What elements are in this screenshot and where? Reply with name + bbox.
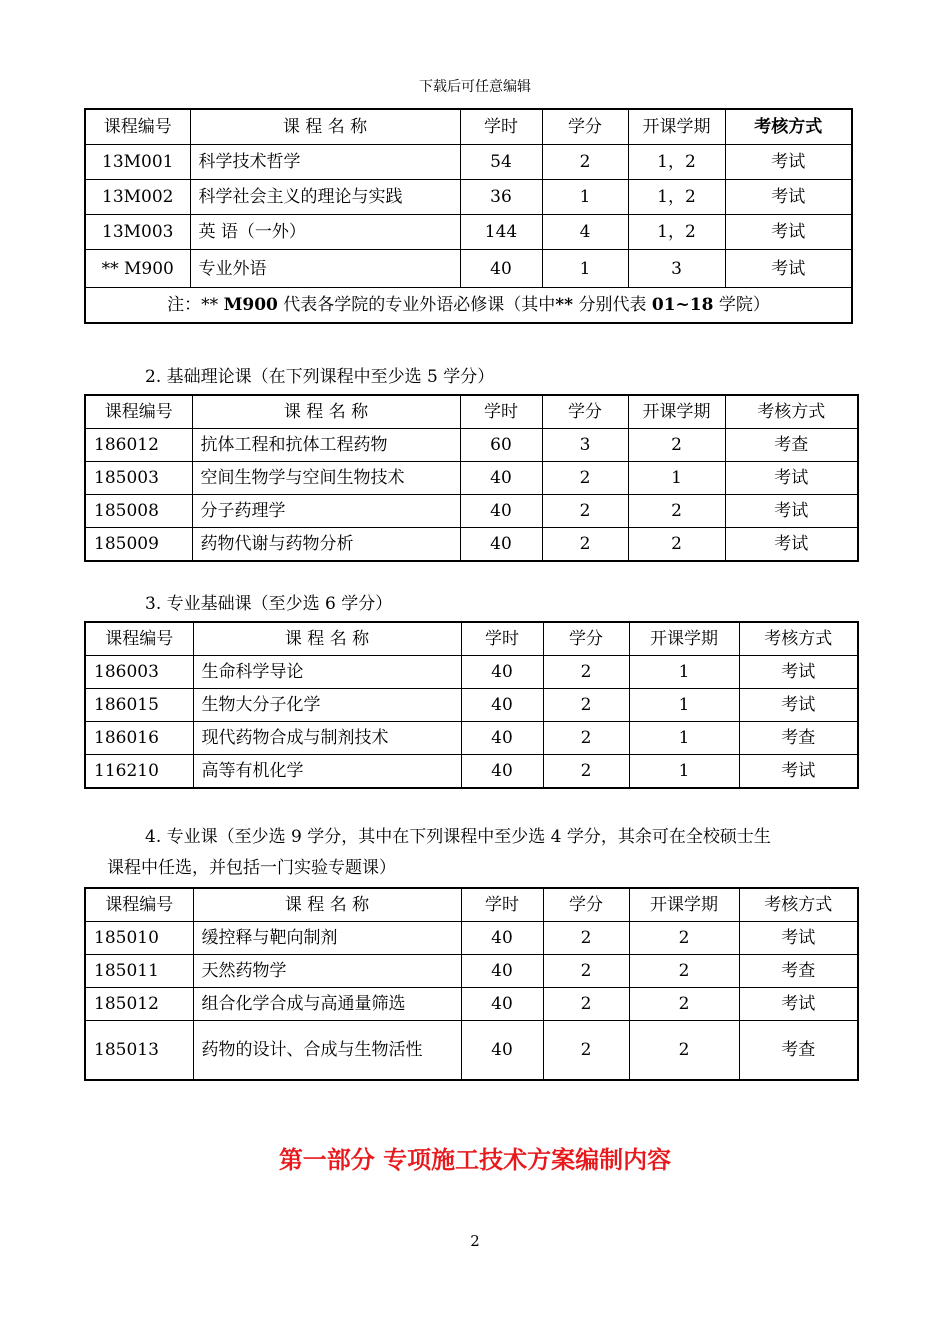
course-term: 1，2 <box>628 215 725 250</box>
header-name: 课 程 名 称 <box>193 888 461 922</box>
course-credits: 3 <box>542 429 628 462</box>
course-name: 抗体工程和抗体工程药物 <box>192 429 460 462</box>
header-credits: 学分 <box>542 109 628 145</box>
header-credits: 学分 <box>543 888 629 922</box>
course-hours: 60 <box>460 429 542 462</box>
header-name: 课 程 名 称 <box>192 395 460 429</box>
table-row <box>85 988 858 1021</box>
course-term: 2 <box>629 1021 739 1081</box>
course-name: 生物大分子化学 <box>193 689 461 722</box>
table-row <box>85 250 852 288</box>
table-row <box>85 722 858 755</box>
course-assessment: 考试 <box>725 180 852 215</box>
course-hours: 40 <box>460 250 542 288</box>
table-row <box>85 462 858 495</box>
course-term: 2 <box>629 955 739 988</box>
table-row <box>85 955 858 988</box>
course-term: 1，2 <box>628 145 725 180</box>
table-row <box>85 689 858 722</box>
course-credits: 1 <box>542 180 628 215</box>
course-hours: 54 <box>460 145 542 180</box>
course-name: 药物代谢与药物分析 <box>192 528 460 562</box>
course-credits: 2 <box>543 1021 629 1081</box>
course-code: 186016 <box>85 722 193 755</box>
table-row <box>85 656 858 689</box>
table-header-row <box>85 622 858 656</box>
professional-foundation-table <box>84 621 859 789</box>
table-row <box>85 215 852 250</box>
course-hours: 40 <box>461 722 543 755</box>
course-hours: 144 <box>460 215 542 250</box>
course-assessment: 考试 <box>725 215 852 250</box>
table-row <box>85 755 858 789</box>
header-hours: 学时 <box>461 622 543 656</box>
course-term: 2 <box>629 922 739 955</box>
course-assessment: 考查 <box>739 1021 858 1081</box>
table-row <box>85 429 858 462</box>
header-assessment: 考核方式 <box>739 888 858 922</box>
course-code: 13M002 <box>85 180 190 215</box>
course-hours: 40 <box>461 922 543 955</box>
course-term: 1，2 <box>628 180 725 215</box>
course-hours: 40 <box>460 495 542 528</box>
course-code: 185011 <box>85 955 193 988</box>
section-3-heading: 3. 专业基础课（至少选 6 学分） <box>145 594 393 614</box>
page-header: 下载后可任意编辑 <box>419 79 531 95</box>
course-assessment: 考试 <box>725 462 858 495</box>
course-assessment: 考查 <box>725 429 858 462</box>
course-term: 2 <box>628 528 725 562</box>
header-name: 课 程 名 称 <box>190 109 460 145</box>
course-code: 186015 <box>85 689 193 722</box>
course-hours: 40 <box>461 689 543 722</box>
course-assessment: 考试 <box>725 145 852 180</box>
header-code: 课程编号 <box>85 622 193 656</box>
course-credits: 2 <box>543 755 629 789</box>
section-4-heading-cont: 课程中任选，并包括一门实验专题课） <box>107 858 396 878</box>
course-name: 组合化学合成与高通量筛选 <box>193 988 461 1021</box>
course-hours: 40 <box>461 755 543 789</box>
course-hours: 40 <box>460 462 542 495</box>
course-term: 1 <box>629 722 739 755</box>
course-hours: 36 <box>460 180 542 215</box>
header-term: 开课学期 <box>629 622 739 656</box>
table-header-row <box>85 888 858 922</box>
table-row <box>85 528 858 562</box>
course-credits: 2 <box>542 495 628 528</box>
note-code: M900 <box>223 295 278 315</box>
course-credits: 2 <box>542 145 628 180</box>
course-code: 13M001 <box>85 145 190 180</box>
course-code: 185008 <box>85 495 192 528</box>
course-assessment: 考查 <box>739 955 858 988</box>
course-name: 天然药物学 <box>193 955 461 988</box>
course-credits: 2 <box>542 462 628 495</box>
course-credits: 2 <box>543 722 629 755</box>
page-number: 2 <box>470 1232 480 1250</box>
course-credits: 2 <box>543 689 629 722</box>
header-name: 课 程 名 称 <box>193 622 461 656</box>
course-hours: 40 <box>461 955 543 988</box>
course-assessment: 考试 <box>725 528 858 562</box>
course-term: 3 <box>628 250 725 288</box>
course-credits: 1 <box>542 250 628 288</box>
course-term: 2 <box>628 495 725 528</box>
table-header-row <box>85 109 852 145</box>
header-assessment: 考核方式 <box>739 622 858 656</box>
course-assessment: 考查 <box>739 722 858 755</box>
course-name: 专业外语 <box>190 250 460 288</box>
course-term: 1 <box>629 755 739 789</box>
header-term: 开课学期 <box>629 888 739 922</box>
course-assessment: 考试 <box>725 495 858 528</box>
header-hours: 学时 <box>460 109 542 145</box>
course-term: 1 <box>629 656 739 689</box>
note-prefix: 注：** <box>167 295 224 315</box>
table-header-row <box>85 395 858 429</box>
note-range: 01~18 <box>651 295 714 315</box>
section-4-heading: 4. 专业课（至少选 9 学分，其中在下列课程中至少选 4 学分，其余可在全校硕士生 <box>145 827 771 847</box>
table-row <box>85 922 858 955</box>
course-hours: 40 <box>461 988 543 1021</box>
header-code: 课程编号 <box>85 888 193 922</box>
course-assessment: 考试 <box>725 250 852 288</box>
course-code: 185012 <box>85 988 193 1021</box>
part-title: 第一部分 专项施工技术方案编制内容 <box>278 1145 672 1174</box>
course-code: 185009 <box>85 528 192 562</box>
course-code: 185013 <box>85 1021 193 1081</box>
table-row <box>85 180 852 215</box>
course-code: 186012 <box>85 429 192 462</box>
professional-courses-table <box>84 887 859 1081</box>
course-code: 13M003 <box>85 215 190 250</box>
header-code: 课程编号 <box>85 395 192 429</box>
note-suffix: 学院） <box>713 295 770 315</box>
course-name: 药物的设计、合成与生物活性 <box>193 1021 461 1081</box>
header-term: 开课学期 <box>628 109 725 145</box>
course-credits: 2 <box>543 922 629 955</box>
table-note <box>85 288 852 324</box>
course-credits: 2 <box>543 656 629 689</box>
header-assessment: 考核方式 <box>725 395 858 429</box>
course-assessment: 考试 <box>739 689 858 722</box>
header-hours: 学时 <box>460 395 542 429</box>
course-code: 116210 <box>85 755 193 789</box>
course-name: 分子药理学 <box>192 495 460 528</box>
header-credits: 学分 <box>542 395 628 429</box>
course-name: 生命科学导论 <box>193 656 461 689</box>
course-name: 科学技术哲学 <box>190 145 460 180</box>
course-term: 1 <box>628 462 725 495</box>
note-stars: ** <box>555 295 574 315</box>
note-text-2: 分别代表 <box>573 295 652 315</box>
course-code: 186003 <box>85 656 193 689</box>
course-assessment: 考试 <box>739 656 858 689</box>
course-term: 1 <box>629 689 739 722</box>
note-row <box>85 288 852 324</box>
course-code: 185003 <box>85 462 192 495</box>
course-assessment: 考试 <box>739 988 858 1021</box>
header-hours: 学时 <box>461 888 543 922</box>
course-hours: 40 <box>460 528 542 562</box>
section-2-heading: 2. 基础理论课（在下列课程中至少选 5 学分） <box>145 367 495 387</box>
course-hours: 40 <box>461 1021 543 1081</box>
course-assessment: 考试 <box>739 922 858 955</box>
course-name: 缓控释与靶向制剂 <box>193 922 461 955</box>
table-row <box>85 495 858 528</box>
header-term: 开课学期 <box>628 395 725 429</box>
course-code: ** M900 <box>85 250 190 288</box>
course-code: 185010 <box>85 922 193 955</box>
course-credits: 4 <box>542 215 628 250</box>
header-assessment: 考核方式 <box>725 109 852 145</box>
required-courses-table <box>84 108 853 324</box>
course-term: 2 <box>629 988 739 1021</box>
course-term: 2 <box>628 429 725 462</box>
course-name: 高等有机化学 <box>193 755 461 789</box>
course-assessment: 考试 <box>739 755 858 789</box>
course-credits: 2 <box>543 955 629 988</box>
course-name: 科学社会主义的理论与实践 <box>190 180 460 215</box>
course-name: 空间生物学与空间生物技术 <box>192 462 460 495</box>
header-credits: 学分 <box>543 622 629 656</box>
course-name: 现代药物合成与制剂技术 <box>193 722 461 755</box>
table-row <box>85 1021 858 1081</box>
course-credits: 2 <box>542 528 628 562</box>
course-credits: 2 <box>543 988 629 1021</box>
header-code: 课程编号 <box>85 109 190 145</box>
course-hours: 40 <box>461 656 543 689</box>
table-row <box>85 145 852 180</box>
basic-theory-table <box>84 394 859 562</box>
course-name: 英 语（一外） <box>190 215 460 250</box>
note-text: 代表各学院的专业外语必修课（其中 <box>277 295 556 315</box>
